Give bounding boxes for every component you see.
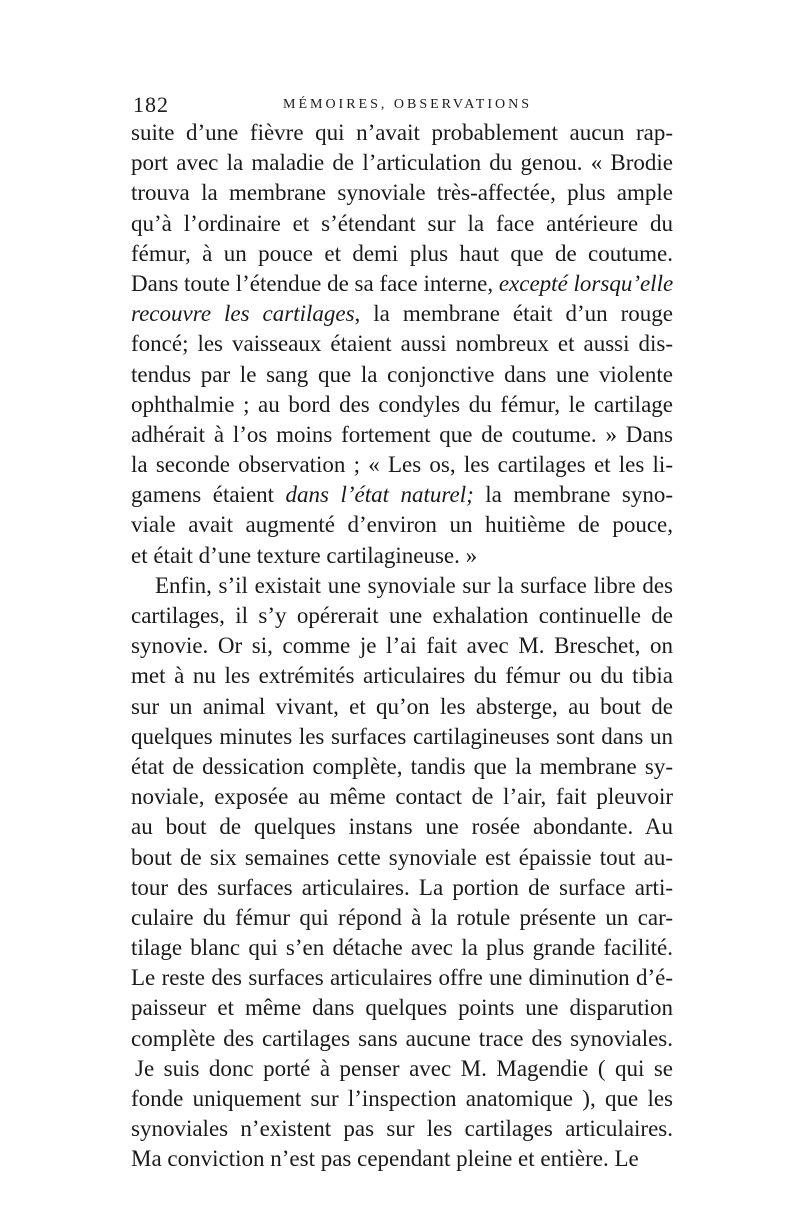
running-head [133,92,673,118]
text-line [131,480,673,510]
text-line [131,692,673,722]
body-text [131,118,673,1175]
text-line [131,993,673,1023]
text-run: met à nu les extrémités articulaires du fémur ou du tibia [131,663,673,689]
text-run: tendus par le sang que la conjonctive dans une violente [131,361,673,387]
text-line [131,933,673,963]
text-run: tilage blanc qui s’en détache avec la plus grande facilité. [131,935,673,961]
text-run: , la membrane était d’un rouge [354,301,673,327]
text-line [131,722,673,752]
italic-run: recouvre les cartilages [131,301,355,327]
text-run: viale avait augmenté d’environ un huitième de pouce, [131,512,673,538]
text-run: synoviales n’existent pas sur les cartilages articulaires. [131,1116,673,1142]
text-run: qu’à l’ordinaire et s’étendant sur la face antérieure du [131,210,673,236]
running-title: MÉMOIRES, OBSERVATIONS [283,97,532,112]
text-run: noviale, exposée au même contact de l’air, fait pleuvoir [131,784,673,810]
text-line [131,1114,673,1144]
text-line [131,390,673,420]
text-line [131,420,673,450]
text-line [131,148,673,178]
text-run: et était d’une texture cartilagineuse. » [131,542,478,568]
text-run: gamens étaient [131,482,286,508]
text-line [131,118,673,148]
text-line [131,510,673,540]
text-run: fémur, à un pouce et demi plus haut que de coutume. [131,240,673,266]
text-line [131,843,673,873]
text-run: état de dessication complète, tandis que la membrane sy- [131,753,673,779]
text-run: la seconde observation ; « Les os, les cartilages et les li- [131,452,673,478]
text-run: paisseur et même dans quelques points une disparution [131,995,673,1021]
text-run: ophthalmie ; au bord des condyles du fémur, le cartilage [131,391,673,417]
text-line [131,1144,673,1174]
text-run: Dans toute l’étendue de sa face interne, [131,270,499,296]
text-line [131,209,673,239]
text-run: la membrane syno- [473,482,674,508]
text-run: Je suis donc porté à penser avec M. Magendie ( qui se [135,1055,673,1081]
text-line [131,299,673,329]
text-line [131,450,673,480]
text-line [131,178,673,208]
text-line [131,812,673,842]
text-run: complète des cartilages sans aucune trace des synoviales. [131,1025,673,1051]
text-run: au bout de quelques instans une rosée abondante. Au [131,814,673,840]
text-run: foncé; les vaisseaux étaient aussi nombreux et aussi dis- [131,331,673,357]
text-line [131,631,673,661]
text-line [131,782,673,812]
text-run: sur un animal vivant, et qu’on les absterge, au bout de [131,693,673,719]
text-run: trouva la membrane synoviale très-affectée, plus ample [131,180,673,206]
text-line [131,752,673,782]
text-run: Ma conviction n’est pas cependant pleine et entière. Le [131,1146,639,1172]
text-run: port avec la maladie de l’articulation du genou. « Brodie [131,150,673,176]
text-line [131,269,673,299]
text-line [131,541,673,571]
text-run: bout de six semaines cette synoviale est épaissie tout au- [131,844,673,870]
text-run: Le reste des surfaces articulaires offre une diminution d’é- [131,965,673,991]
text-run: adhérait à l’os moins fortement que de coutume. » Dans [131,421,673,447]
text-run: suite d’une fièvre qui n’avait probablement aucun rap- [131,120,673,145]
text-run: fonde uniquement sur l’inspection anatomique ), que les [131,1086,673,1111]
text-run: culaire du fémur qui répond à la rotule présente un car- [131,904,673,930]
text-run: tour des surfaces articulaires. La portion de surface arti- [131,874,673,900]
text-line [131,1084,673,1114]
page-number: 182 [133,92,169,117]
text-run: cartilages, il s’y opérerait une exhalation continuelle de [131,603,673,628]
text-line [131,661,673,691]
text-line [131,963,673,993]
text-line [131,571,673,601]
text-line [131,360,673,390]
text-line [131,1024,673,1054]
text-run: synovie. Or si, comme je l’ai fait avec M. Breschet, on [131,633,673,659]
text-run: quelques minutes les surfaces cartilagineuses sont dans un [131,723,673,749]
text-line [131,329,673,359]
italic-run: excepté lorsqu’elle [498,270,674,296]
text-run: Enfin, s’il existait une synoviale sur la surface libre des [155,572,673,598]
italic-run: dans l’état naturel; [285,482,474,508]
text-line [131,903,673,933]
text-line [131,601,673,631]
text-line [131,873,673,903]
text-line [131,1054,673,1084]
text-line [131,239,673,269]
